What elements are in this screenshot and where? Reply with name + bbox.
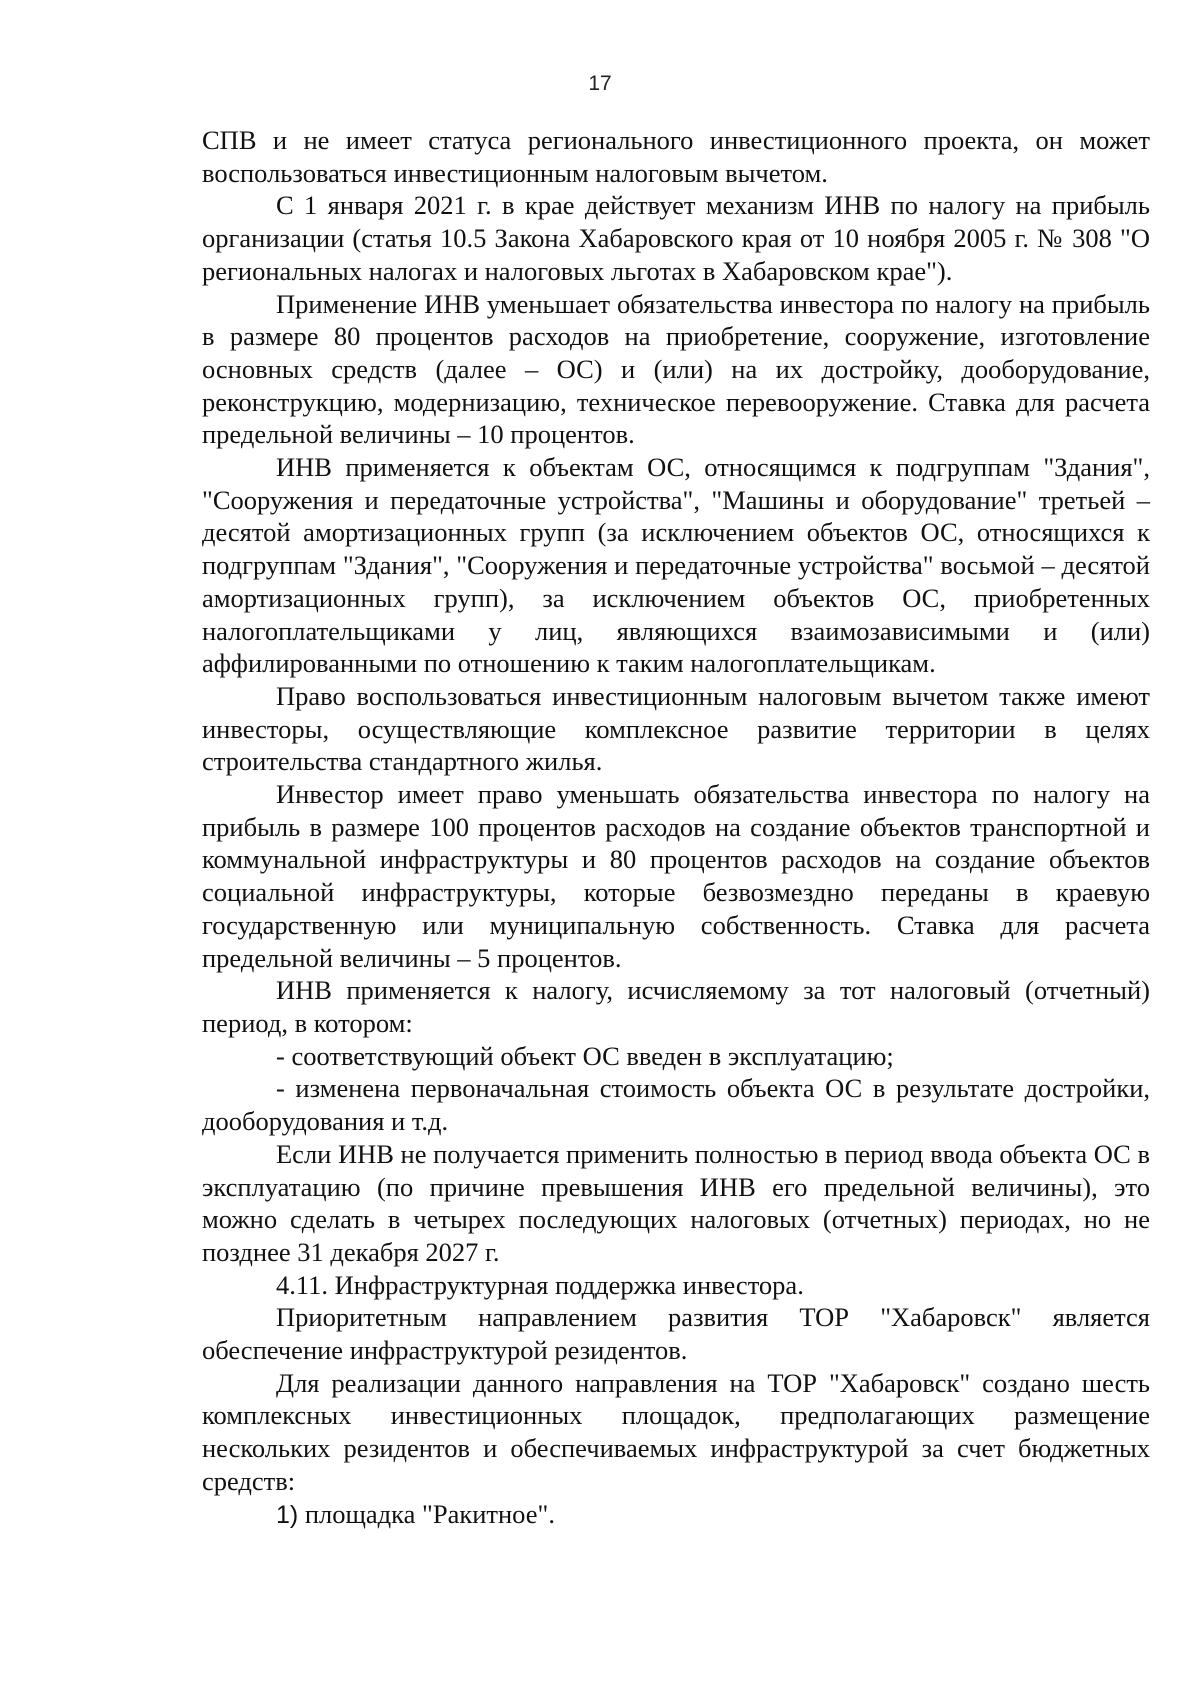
- paragraph-right-to-deduction: Право воспользоваться инвестиционным налоговым вычетом также имеют инвесторы, осуществляющие комплексное развитие территории в целях строительства стандартного жилья.: [202, 680, 1150, 777]
- paragraph-inv-application: Применение ИНВ уменьшает обязательства инвестора по налогу на прибыль в размере 80 процентов расходов на приобретение, сооружение, изготовление основных средств (далее – ОС) и (или) на их достройку, дооборудование, реконструкцию, модернизацию, техническое перевооружение. Ставка для расчета предельной величины – 10 процентов.: [202, 288, 1150, 450]
- page-number: 17: [588, 72, 612, 95]
- document-body: [202, 124, 1150, 1531]
- bullet-item-cost-changed: - изменена первоначальная стоимость объекта ОС в результате достройки, дооборудования и т.д.: [202, 1073, 1150, 1137]
- list-item-text: площадка "Ракитное".: [298, 1498, 555, 1529]
- bullet-item-commissioned: - соответствующий объект ОС введен в эксплуатацию;: [276, 1040, 894, 1071]
- paragraph-inv-period: ИНВ применяется к налогу, исчисляемому за тот налоговый (отчетный) период, в котором:: [202, 975, 1150, 1038]
- paragraph-continuation: СПВ и не имеет статуса регионального инвестиционного проекта, он может воспользоваться инвестиционным налоговым вычетом.: [202, 125, 1150, 188]
- paragraph-priority-direction: Приоритетным направлением развития ТОР "Хабаровск" является обеспечение инфраструктурой резидентов.: [202, 1302, 1150, 1366]
- paragraph-carry-forward: Если ИНВ не получается применить полностью в период ввода объекта ОС в эксплуатацию (по причине превышения ИНВ его предельной величины), это можно сделать в четырех последующих налоговых (отчетных) периодах, но не позднее 31 декабря 2027 г.: [202, 1138, 1150, 1267]
- list-item-rakitnoe: [202, 1498, 1150, 1532]
- paragraph-inv-mechanism: С 1 января 2021 г. в крае действует механизм ИНВ по налогу на прибыль организации (статья 10.5 Закона Хабаровского края от 10 ноября 2005 г. № 308 "О региональных налогах и налоговых льготах в Хабаровском крае").: [202, 190, 1150, 286]
- paragraph-inv-asset-groups: ИНВ применяется к объектам ОС, относящимся к подгруппам "Здания", "Сооружения и передаточные устройства", "Машины и оборудование" третьей – десятой амортизационных групп (за исключением объектов ОС, относящихся к подгруппам "Здания", "Сооружения и передаточные устройства" восьмой – десятой амортизационных групп), за исключением объектов ОС, приобретенных налогоплательщиками у лиц, являющихся взаимозависимыми и (или) аффилированными по отношению к таким налогоплательщикам.: [202, 452, 1150, 679]
- paragraph-infrastructure-deduction: Инвестор имеет право уменьшать обязательства инвестора по налогу на прибыль в размере 100 процентов расходов на создание объектов транспортной и коммунальной инфраструктуры и 80 процентов расходов на создание объектов социальной инфраструктуры, которые безвозмездно переданы в краевую государственную или муниципальную собственность. Ставка для расчета предельной величины – 5 процентов.: [202, 779, 1150, 973]
- list-item-number: 1): [276, 1500, 299, 1529]
- paragraph-investment-sites: Для реализации данного направления на ТОР "Хабаровск" создано шесть комплексных инвестиционных площадок, предполагающих размещение нескольких резидентов и обеспечиваемых инфраструктурой за счет бюджетных средств:: [202, 1367, 1150, 1496]
- section-heading-4-11: 4.11. Инфраструктурная поддержка инвестора.: [276, 1269, 804, 1300]
